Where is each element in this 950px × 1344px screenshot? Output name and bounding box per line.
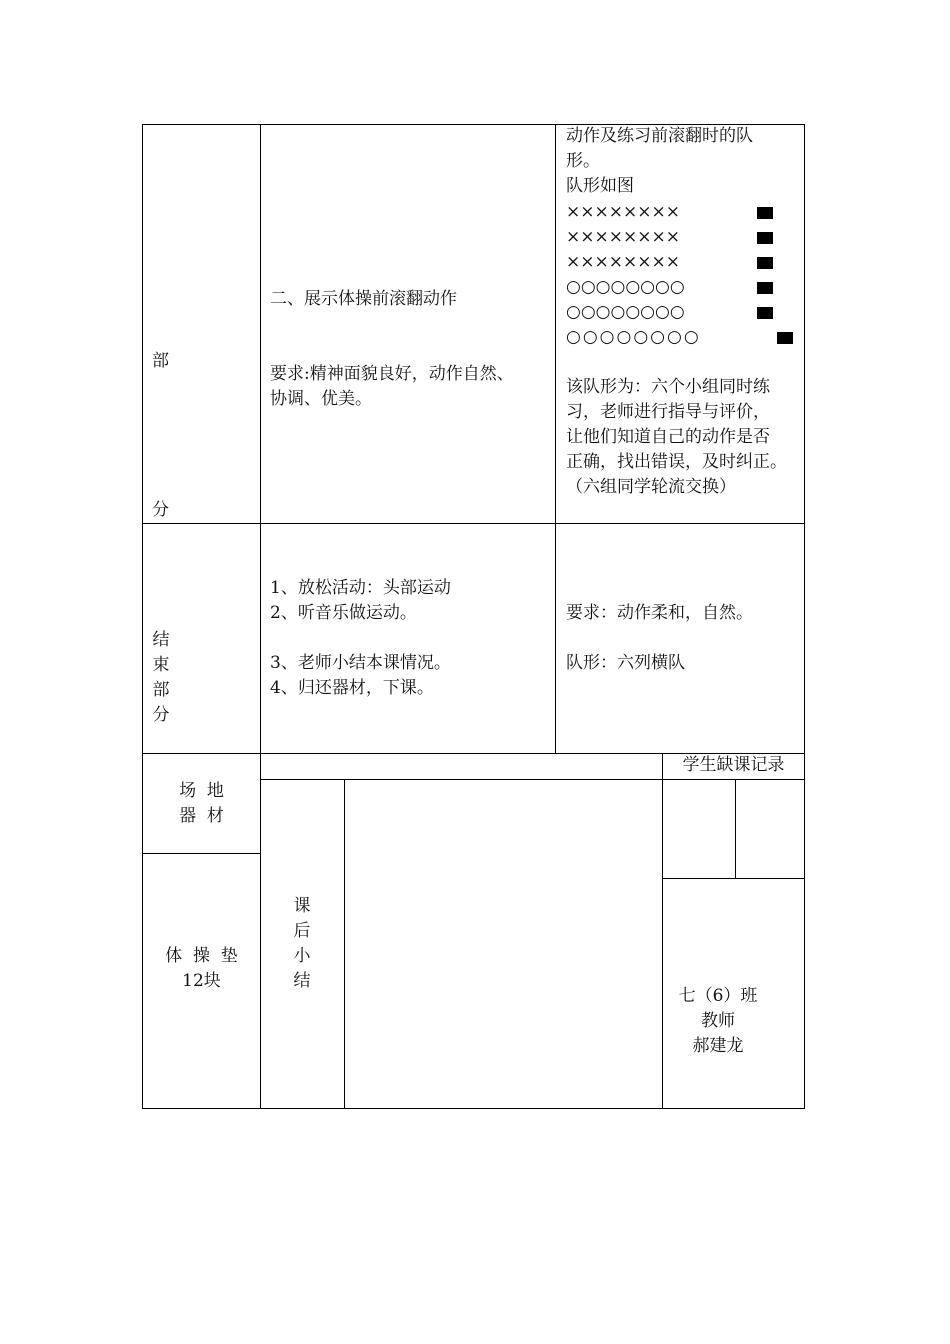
summary-label-char: 后 <box>293 921 311 941</box>
org-desc-line2: 习，老师进行指导与评价， <box>566 402 770 422</box>
table-border-bottom <box>142 1108 805 1109</box>
row-divider-1 <box>142 523 805 524</box>
end-requirement: 要求：动作柔和，自然。 <box>566 603 753 623</box>
absence-record-header: 学生缺课记录 <box>682 755 785 775</box>
teacher-label: 教师 <box>701 1011 735 1031</box>
content-req-line1: 要求:精神面貌良好，动作自然、 <box>270 364 514 384</box>
content-req-line2: 协调、优美。 <box>270 389 372 409</box>
summary-label <box>292 894 312 994</box>
end-item-3: 3、老师小结本课情况。 <box>270 653 451 673</box>
col-divider-1 <box>260 124 261 1109</box>
section1-side-label-bottom: 分 <box>152 500 169 520</box>
end-item-4: 4、归还器材，下课。 <box>270 678 434 698</box>
class-name: 七（6）班 <box>678 986 758 1006</box>
side-label-char: 部 <box>152 680 170 700</box>
teacher-marker-square <box>757 232 773 244</box>
org-desc-line4: 正确，找出错误，及时纠正。 <box>566 452 787 472</box>
teacher-marker-square <box>757 207 773 219</box>
table-border-right <box>804 124 805 1109</box>
formation-row: ×××××××× <box>566 252 680 272</box>
summary-label-char: 课 <box>293 896 311 916</box>
teacher-name: 郝建龙 <box>692 1036 744 1056</box>
equipment-line1: 体 操 垫 <box>165 946 238 966</box>
end-item-2: 2、听音乐做运动。 <box>270 603 417 623</box>
summary-label-char: 结 <box>293 971 311 991</box>
end-item-1: 1、放松活动：头部运动 <box>270 578 451 598</box>
org-line2: 形。 <box>566 151 600 171</box>
absence-divider <box>662 878 805 879</box>
teacher-marker-square <box>757 307 773 319</box>
side-label-char: 分 <box>152 705 170 725</box>
section2-side-label <box>151 628 171 728</box>
formation-row: ○○○○○○○○ <box>566 277 685 297</box>
absence-inner-divider <box>735 779 736 879</box>
formation-row: ×××××××× <box>566 202 680 222</box>
org-desc-line1: 该队形为：六个小组同时练 <box>566 377 770 397</box>
side-label-char: 束 <box>152 655 170 675</box>
end-formation: 队形：六列横队 <box>566 653 685 673</box>
venue-label-line2: 器 材 <box>179 806 224 826</box>
venue-label-line1: 场 地 <box>179 781 224 801</box>
section1-side-label-top: 部 <box>152 351 169 371</box>
formation-row: ○○○○○○○○ <box>566 327 701 347</box>
teacher-marker-square <box>757 257 773 269</box>
side-label-char: 结 <box>152 630 170 650</box>
formation-row: ×××××××× <box>566 227 680 247</box>
formation-row: ○○○○○○○○ <box>566 302 685 322</box>
teacher-marker-square <box>777 332 793 344</box>
summary-top-line <box>260 779 805 780</box>
summary-label-char: 小 <box>293 946 311 966</box>
content-title: 二、展示体操前滚翻动作 <box>270 289 457 309</box>
teacher-marker-square <box>757 282 773 294</box>
equipment-line2: 12块 <box>182 971 221 991</box>
col-divider-2 <box>555 124 556 754</box>
org-desc-line3: 让他们知道自己的动作是否 <box>566 427 770 447</box>
summary-label-divider <box>344 779 345 1109</box>
org-line1: 动作及练习前滚翻时的队 <box>566 126 753 146</box>
venue-divider <box>142 853 261 854</box>
org-desc-line5: （六组同学轮流交换） <box>566 477 736 497</box>
org-line3: 队形如图 <box>566 176 634 196</box>
